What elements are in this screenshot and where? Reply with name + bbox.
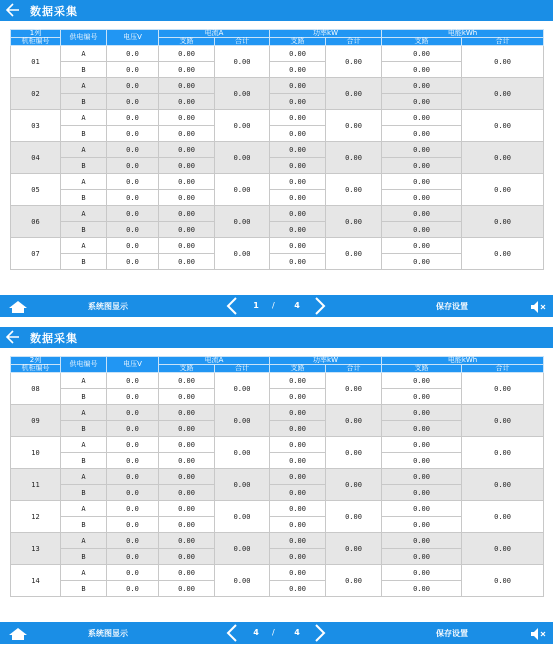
current-branch-value: 0.00 — [159, 437, 215, 453]
phase-label: B — [61, 126, 107, 142]
current-branch-value: 0.00 — [159, 126, 215, 142]
title-bar — [0, 327, 553, 348]
header-voltage: 电压V — [107, 357, 159, 373]
phase-label: B — [61, 581, 107, 597]
energy-branch-value: 0.00 — [382, 46, 462, 62]
cabinet-id: 03 — [11, 110, 61, 142]
current-branch-value: 0.00 — [159, 565, 215, 581]
power-total-value: 0.00 — [326, 373, 382, 405]
header-energy-total: 合计 — [462, 365, 544, 373]
phase-label: A — [61, 238, 107, 254]
power-branch-value: 0.00 — [270, 190, 326, 206]
speaker-mute-icon — [530, 627, 546, 641]
power-branch-value: 0.00 — [270, 142, 326, 158]
total-pages: 4 — [294, 301, 300, 310]
current-total-value: 0.00 — [215, 469, 270, 501]
energy-branch-value: 0.00 — [382, 485, 462, 501]
current-branch-value: 0.00 — [159, 469, 215, 485]
back-button[interactable] — [0, 327, 26, 348]
chevron-right-icon — [314, 624, 326, 642]
energy-total-value: 0.00 — [462, 142, 544, 174]
bottom-bar — [0, 622, 553, 644]
home-button[interactable] — [8, 626, 28, 645]
power-branch-value: 0.00 — [270, 254, 326, 270]
energy-branch-value: 0.00 — [382, 174, 462, 190]
current-total-value: 0.00 — [215, 46, 270, 78]
voltage-value: 0.0 — [107, 533, 159, 549]
home-icon — [8, 627, 28, 641]
current-branch-value: 0.00 — [159, 373, 215, 389]
save-settings-button[interactable]: 保存设置 — [436, 302, 468, 311]
header-supply-no: 供电编号 — [61, 30, 107, 46]
voltage-value: 0.0 — [107, 517, 159, 533]
header-cabinet-no: 机柜编号 — [11, 365, 61, 373]
energy-branch-value: 0.00 — [382, 517, 462, 533]
energy-branch-value: 0.00 — [382, 421, 462, 437]
power-branch-value: 0.00 — [270, 78, 326, 94]
voltage-value: 0.0 — [107, 222, 159, 238]
table-row — [11, 405, 544, 421]
voltage-value: 0.0 — [107, 94, 159, 110]
power-branch-value: 0.00 — [270, 389, 326, 405]
cabinet-id: 06 — [11, 206, 61, 238]
voltage-value: 0.0 — [107, 190, 159, 206]
voltage-value: 0.0 — [107, 389, 159, 405]
phase-label: B — [61, 421, 107, 437]
energy-branch-value: 0.00 — [382, 110, 462, 126]
current-total-value: 0.00 — [215, 533, 270, 565]
total-pages: 4 — [294, 628, 300, 637]
phase-label: A — [61, 405, 107, 421]
power-branch-value: 0.00 — [270, 469, 326, 485]
current-branch-value: 0.00 — [159, 389, 215, 405]
current-total-value: 0.00 — [215, 78, 270, 110]
phase-label: B — [61, 222, 107, 238]
power-branch-value: 0.00 — [270, 110, 326, 126]
column-label: 2列 — [11, 357, 61, 365]
current-page: 4 — [253, 628, 259, 637]
voltage-value: 0.0 — [107, 62, 159, 78]
phase-label: B — [61, 485, 107, 501]
energy-branch-value: 0.00 — [382, 533, 462, 549]
energy-branch-value: 0.00 — [382, 405, 462, 421]
table-row — [11, 78, 544, 94]
voltage-value: 0.0 — [107, 437, 159, 453]
page-separator: / — [272, 628, 275, 637]
phase-label: A — [61, 437, 107, 453]
data-table-wrap — [10, 29, 543, 270]
power-total-value: 0.00 — [326, 78, 382, 110]
power-branch-value: 0.00 — [270, 206, 326, 222]
phase-label: B — [61, 254, 107, 270]
header-power-branch: 支路 — [270, 365, 326, 373]
current-branch-value: 0.00 — [159, 46, 215, 62]
energy-total-value: 0.00 — [462, 501, 544, 533]
header-power-branch: 支路 — [270, 38, 326, 46]
phase-label: A — [61, 206, 107, 222]
data-table — [10, 29, 544, 270]
header-current: 电流A — [159, 357, 270, 365]
chevron-left-icon — [226, 297, 238, 315]
header-energy-branch: 支路 — [382, 38, 462, 46]
phase-label: B — [61, 62, 107, 78]
energy-branch-value: 0.00 — [382, 453, 462, 469]
phase-label: A — [61, 174, 107, 190]
table-row — [11, 238, 544, 254]
power-total-value: 0.00 — [326, 405, 382, 437]
voltage-value: 0.0 — [107, 421, 159, 437]
power-branch-value: 0.00 — [270, 126, 326, 142]
current-total-value: 0.00 — [215, 373, 270, 405]
phase-label: B — [61, 517, 107, 533]
cabinet-id: 05 — [11, 174, 61, 206]
power-total-value: 0.00 — [326, 469, 382, 501]
voltage-value: 0.0 — [107, 238, 159, 254]
home-icon — [8, 300, 28, 314]
cabinet-id: 11 — [11, 469, 61, 501]
speaker-mute-icon — [530, 300, 546, 314]
header-current: 电流A — [159, 30, 270, 38]
power-branch-value: 0.00 — [270, 517, 326, 533]
voltage-value: 0.0 — [107, 46, 159, 62]
voltage-value: 0.0 — [107, 373, 159, 389]
phase-label: B — [61, 549, 107, 565]
energy-branch-value: 0.00 — [382, 158, 462, 174]
power-branch-value: 0.00 — [270, 238, 326, 254]
data-table — [10, 356, 544, 597]
power-total-value: 0.00 — [326, 565, 382, 597]
energy-branch-value: 0.00 — [382, 94, 462, 110]
phase-label: A — [61, 78, 107, 94]
power-branch-value: 0.00 — [270, 373, 326, 389]
current-branch-value: 0.00 — [159, 158, 215, 174]
energy-branch-value: 0.00 — [382, 501, 462, 517]
voltage-value: 0.0 — [107, 110, 159, 126]
current-page: 1 — [253, 301, 259, 310]
prev-page-button[interactable] — [226, 297, 238, 319]
energy-branch-value: 0.00 — [382, 222, 462, 238]
table-row — [11, 565, 544, 581]
power-branch-value: 0.00 — [270, 405, 326, 421]
page-separator: / — [272, 301, 275, 310]
current-branch-value: 0.00 — [159, 501, 215, 517]
save-settings-button[interactable]: 保存设置 — [436, 629, 468, 638]
cabinet-id: 09 — [11, 405, 61, 437]
current-total-value: 0.00 — [215, 238, 270, 270]
current-branch-value: 0.00 — [159, 517, 215, 533]
power-branch-value: 0.00 — [270, 222, 326, 238]
cabinet-id: 02 — [11, 78, 61, 110]
data-panel — [0, 0, 553, 326]
energy-total-value: 0.00 — [462, 46, 544, 78]
phase-label: A — [61, 373, 107, 389]
power-total-value: 0.00 — [326, 437, 382, 469]
header-voltage: 电压V — [107, 30, 159, 46]
energy-total-value: 0.00 — [462, 469, 544, 501]
bottom-bar — [0, 295, 553, 317]
energy-total-value: 0.00 — [462, 533, 544, 565]
energy-total-value: 0.00 — [462, 174, 544, 206]
phase-label: B — [61, 453, 107, 469]
phase-label: A — [61, 142, 107, 158]
current-branch-value: 0.00 — [159, 453, 215, 469]
power-branch-value: 0.00 — [270, 485, 326, 501]
energy-branch-value: 0.00 — [382, 62, 462, 78]
data-panel — [0, 327, 553, 653]
current-total-value: 0.00 — [215, 206, 270, 238]
voltage-value: 0.0 — [107, 254, 159, 270]
cabinet-id: 08 — [11, 373, 61, 405]
header-energy: 电能kWh — [382, 357, 544, 365]
power-branch-value: 0.00 — [270, 501, 326, 517]
power-branch-value: 0.00 — [270, 46, 326, 62]
power-branch-value: 0.00 — [270, 453, 326, 469]
energy-total-value: 0.00 — [462, 206, 544, 238]
current-branch-value: 0.00 — [159, 485, 215, 501]
column-label: 1列 — [11, 30, 61, 38]
energy-branch-value: 0.00 — [382, 469, 462, 485]
cabinet-id: 12 — [11, 501, 61, 533]
power-branch-value: 0.00 — [270, 549, 326, 565]
cabinet-id: 04 — [11, 142, 61, 174]
header-power: 功率kW — [270, 357, 382, 365]
next-page-button[interactable] — [314, 297, 326, 319]
energy-total-value: 0.00 — [462, 437, 544, 469]
prev-page-button[interactable] — [226, 624, 238, 646]
header-current-total: 合计 — [215, 365, 270, 373]
current-branch-value: 0.00 — [159, 142, 215, 158]
power-total-value: 0.00 — [326, 174, 382, 206]
data-table-wrap — [10, 356, 543, 597]
voltage-value: 0.0 — [107, 126, 159, 142]
power-total-value: 0.00 — [326, 501, 382, 533]
page-title: 数据采集 — [30, 331, 78, 345]
table-row — [11, 501, 544, 517]
power-branch-value: 0.00 — [270, 158, 326, 174]
title-bar — [0, 0, 553, 21]
voltage-value: 0.0 — [107, 565, 159, 581]
chevron-left-icon — [226, 624, 238, 642]
current-branch-value: 0.00 — [159, 110, 215, 126]
table-row — [11, 206, 544, 222]
current-total-value: 0.00 — [215, 565, 270, 597]
energy-total-value: 0.00 — [462, 110, 544, 142]
header-power: 功率kW — [270, 30, 382, 38]
table-row — [11, 437, 544, 453]
header-energy: 电能kWh — [382, 30, 544, 38]
voltage-value: 0.0 — [107, 453, 159, 469]
header-power-total: 合计 — [326, 365, 382, 373]
energy-branch-value: 0.00 — [382, 254, 462, 270]
current-total-value: 0.00 — [215, 437, 270, 469]
power-branch-value: 0.00 — [270, 437, 326, 453]
voltage-value: 0.0 — [107, 158, 159, 174]
energy-branch-value: 0.00 — [382, 238, 462, 254]
energy-branch-value: 0.00 — [382, 126, 462, 142]
energy-total-value: 0.00 — [462, 405, 544, 437]
phase-label: B — [61, 190, 107, 206]
energy-branch-value: 0.00 — [382, 206, 462, 222]
phase-label: A — [61, 46, 107, 62]
voltage-value: 0.0 — [107, 405, 159, 421]
voltage-value: 0.0 — [107, 142, 159, 158]
phase-label: A — [61, 533, 107, 549]
power-total-value: 0.00 — [326, 46, 382, 78]
current-branch-value: 0.00 — [159, 421, 215, 437]
power-branch-value: 0.00 — [270, 421, 326, 437]
current-branch-value: 0.00 — [159, 238, 215, 254]
back-arrow-icon — [6, 330, 20, 344]
power-total-value: 0.00 — [326, 533, 382, 565]
energy-branch-value: 0.00 — [382, 581, 462, 597]
energy-branch-value: 0.00 — [382, 373, 462, 389]
energy-total-value: 0.00 — [462, 565, 544, 597]
chevron-right-icon — [314, 297, 326, 315]
current-branch-value: 0.00 — [159, 405, 215, 421]
current-branch-value: 0.00 — [159, 254, 215, 270]
table-row — [11, 174, 544, 190]
voltage-value: 0.0 — [107, 485, 159, 501]
current-branch-value: 0.00 — [159, 78, 215, 94]
phase-label: A — [61, 469, 107, 485]
mute-button[interactable] — [530, 626, 546, 645]
power-total-value: 0.00 — [326, 206, 382, 238]
energy-total-value: 0.00 — [462, 78, 544, 110]
cabinet-id: 10 — [11, 437, 61, 469]
energy-total-value: 0.00 — [462, 373, 544, 405]
table-row — [11, 469, 544, 485]
home-button[interactable] — [8, 299, 28, 318]
table-row — [11, 533, 544, 549]
back-arrow-icon — [6, 3, 20, 17]
current-branch-value: 0.00 — [159, 174, 215, 190]
phase-label: B — [61, 389, 107, 405]
header-current-branch: 支路 — [159, 38, 215, 46]
voltage-value: 0.0 — [107, 549, 159, 565]
power-branch-value: 0.00 — [270, 174, 326, 190]
current-total-value: 0.00 — [215, 174, 270, 206]
back-button[interactable] — [0, 0, 26, 21]
phase-label: A — [61, 110, 107, 126]
cabinet-id: 14 — [11, 565, 61, 597]
system-diagram-button[interactable]: 系统图显示 — [88, 302, 128, 311]
header-energy-total: 合计 — [462, 38, 544, 46]
page-title: 数据采集 — [30, 4, 78, 18]
voltage-value: 0.0 — [107, 206, 159, 222]
table-row — [11, 46, 544, 62]
power-total-value: 0.00 — [326, 110, 382, 142]
cabinet-id: 13 — [11, 533, 61, 565]
power-total-value: 0.00 — [326, 238, 382, 270]
current-branch-value: 0.00 — [159, 94, 215, 110]
voltage-value: 0.0 — [107, 174, 159, 190]
phase-label: A — [61, 501, 107, 517]
header-supply-no: 供电编号 — [61, 357, 107, 373]
current-branch-value: 0.00 — [159, 533, 215, 549]
voltage-value: 0.0 — [107, 501, 159, 517]
power-branch-value: 0.00 — [270, 94, 326, 110]
energy-branch-value: 0.00 — [382, 437, 462, 453]
table-row — [11, 373, 544, 389]
energy-branch-value: 0.00 — [382, 142, 462, 158]
current-total-value: 0.00 — [215, 110, 270, 142]
current-total-value: 0.00 — [215, 501, 270, 533]
current-branch-value: 0.00 — [159, 206, 215, 222]
energy-branch-value: 0.00 — [382, 190, 462, 206]
current-branch-value: 0.00 — [159, 549, 215, 565]
table-row — [11, 110, 544, 126]
voltage-value: 0.0 — [107, 581, 159, 597]
energy-branch-value: 0.00 — [382, 78, 462, 94]
header-energy-branch: 支路 — [382, 365, 462, 373]
power-branch-value: 0.00 — [270, 581, 326, 597]
power-total-value: 0.00 — [326, 142, 382, 174]
current-total-value: 0.00 — [215, 142, 270, 174]
current-branch-value: 0.00 — [159, 222, 215, 238]
current-branch-value: 0.00 — [159, 581, 215, 597]
header-current-total: 合计 — [215, 38, 270, 46]
energy-branch-value: 0.00 — [382, 389, 462, 405]
power-branch-value: 0.00 — [270, 533, 326, 549]
current-branch-value: 0.00 — [159, 62, 215, 78]
header-power-total: 合计 — [326, 38, 382, 46]
current-branch-value: 0.00 — [159, 190, 215, 206]
power-branch-value: 0.00 — [270, 565, 326, 581]
voltage-value: 0.0 — [107, 469, 159, 485]
phase-label: B — [61, 158, 107, 174]
next-page-button[interactable] — [314, 624, 326, 646]
phase-label: B — [61, 94, 107, 110]
header-cabinet-no: 机柜编号 — [11, 38, 61, 46]
energy-branch-value: 0.00 — [382, 549, 462, 565]
cabinet-id: 07 — [11, 238, 61, 270]
power-branch-value: 0.00 — [270, 62, 326, 78]
energy-total-value: 0.00 — [462, 238, 544, 270]
energy-branch-value: 0.00 — [382, 565, 462, 581]
phase-label: A — [61, 565, 107, 581]
header-current-branch: 支路 — [159, 365, 215, 373]
mute-button[interactable] — [530, 299, 546, 318]
table-row — [11, 142, 544, 158]
current-total-value: 0.00 — [215, 405, 270, 437]
cabinet-id: 01 — [11, 46, 61, 78]
system-diagram-button[interactable]: 系统图显示 — [88, 629, 128, 638]
voltage-value: 0.0 — [107, 78, 159, 94]
